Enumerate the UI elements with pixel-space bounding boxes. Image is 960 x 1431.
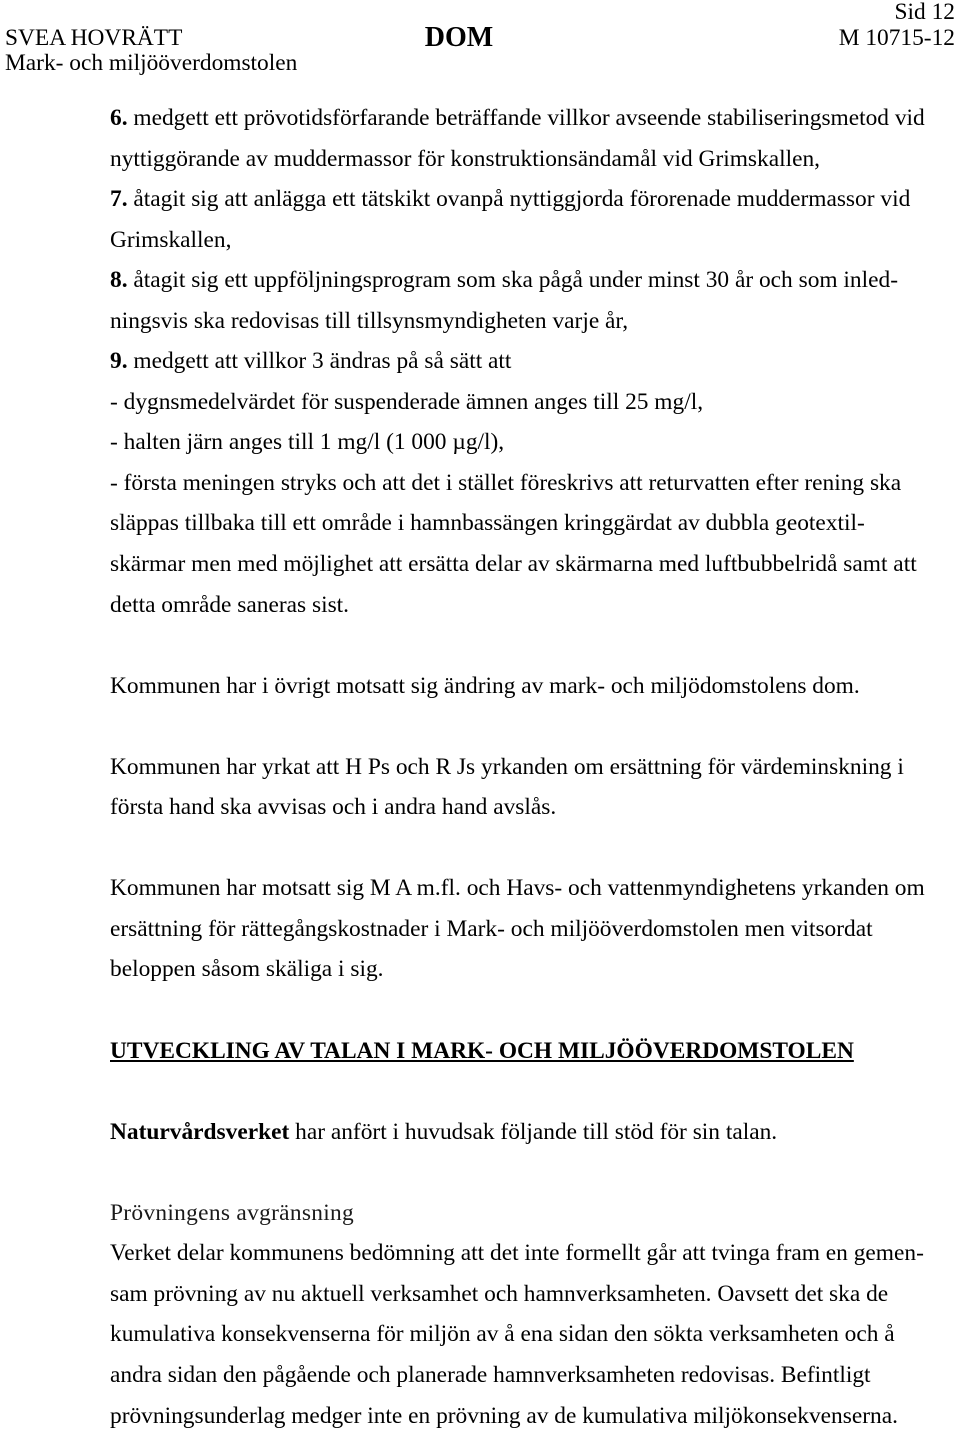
court-division: Mark- och miljööverdomstolen bbox=[5, 50, 298, 76]
subsection-heading: Prövningens avgränsning bbox=[110, 1199, 355, 1226]
paragraph-line: Verket delar kommunens bedömning att det inte formellt går att tvinga fram en gemen- bbox=[110, 1240, 924, 1267]
list-item-number: 9. bbox=[110, 348, 128, 375]
list-item-line: ningsvis ska redovisas till tillsynsmyndigheten varje år, bbox=[110, 307, 629, 334]
paragraph-spacer bbox=[110, 996, 950, 1024]
court-name: SVEA HOVRÄTT bbox=[5, 25, 183, 51]
document-type: DOM bbox=[424, 22, 494, 53]
list-item-line: Grimskallen, bbox=[110, 226, 232, 253]
page-number: Sid 12 bbox=[894, 0, 955, 25]
paragraph-line: beloppen såsom skäliga i sig. bbox=[110, 956, 384, 983]
paragraph-line: Kommunen har motsatt sig M A m.fl. och Havs- och vattenmyndighetens yrkanden om bbox=[110, 875, 925, 902]
section-heading: UTVECKLING AV TALAN I MARK- OCH MILJÖÖVERDOMSTOLEN bbox=[110, 1037, 854, 1064]
list-item-first-line bbox=[110, 347, 950, 375]
paragraph-spacer bbox=[110, 1158, 950, 1186]
section-intro bbox=[110, 1118, 950, 1146]
paragraph-spacer bbox=[110, 834, 950, 862]
list-item-line: - första meningen stryks och att det i stället föreskrivs att returvatten efter rening ska bbox=[110, 469, 902, 496]
list-item-text: medgett att villkor 3 ändras på så sätt att bbox=[133, 348, 512, 375]
paragraph-line: Kommunen har i övrigt motsatt sig ändring av mark- och miljödomstolens dom. bbox=[110, 672, 860, 699]
list-item-line: - dygnsmedelvärdet för suspenderade ämnen anges till 25 mg/l, bbox=[110, 388, 704, 415]
intro-party: Naturvårdsverket bbox=[110, 1118, 290, 1145]
list-item-text: medgett ett prövotidsförfarande beträffande villkor avseende stabiliseringsmetod vid bbox=[133, 105, 925, 131]
list-item-line: nyttiggörande av muddermassor för konstruktionsändamål vid Grimskallen, bbox=[110, 145, 821, 172]
paragraph-line: Kommunen har yrkat att H Ps och R Js yrkanden om ersättning för värdeminskning i bbox=[110, 753, 904, 780]
list-item-line: detta område saneras sist. bbox=[110, 591, 350, 618]
paragraph-line: ersättning för rättegångskostnader i Mark- och miljööverdomstolen men vitsordat bbox=[110, 915, 873, 942]
document-body bbox=[110, 104, 950, 1430]
list-item-line: skärmar men med möjlighet att ersätta delar av skärmarna med luftbubbelridå samt att bbox=[110, 551, 917, 578]
list-item-first-line bbox=[110, 185, 950, 213]
list-item-first-line bbox=[110, 104, 950, 132]
paragraph-line: andra sidan den pågående och planerade hamnverksamheten redovisas. Befintligt bbox=[110, 1361, 871, 1388]
list-item-9 bbox=[110, 347, 950, 618]
paragraph-line: prövningsunderlag medger inte en prövning av de kumulativa miljökonsekvenserna. bbox=[110, 1402, 898, 1429]
list-item-text: åtagit sig ett uppföljningsprogram som ska pågå under minst 30 år och som inled- bbox=[133, 267, 898, 294]
paragraph-spacer bbox=[110, 1077, 950, 1105]
subsection bbox=[110, 1199, 950, 1430]
list-item-text: åtagit sig att anlägga ett tätskikt ovanpå nyttiggjorda förorenade muddermassor vid bbox=[133, 186, 911, 213]
numbered-list bbox=[110, 104, 950, 619]
list-item-8 bbox=[110, 266, 950, 335]
list-item-7 bbox=[110, 185, 950, 254]
list-item-number: 7. bbox=[110, 186, 128, 213]
case-number: M 10715-12 bbox=[838, 25, 955, 51]
intro-text: har anfört i huvudsak följande till stöd för sin talan. bbox=[295, 1118, 778, 1145]
list-item-line: släppas tillbaka till ett område i hamnbassängen kringgärdat av dubbla geotextil- bbox=[110, 510, 865, 537]
paragraph-line: kumulativa konsekvenserna för miljön av å ena sidan den sökta verksamheten och å bbox=[110, 1321, 895, 1348]
paragraph-spacer bbox=[110, 631, 950, 659]
paragraph bbox=[110, 874, 950, 983]
paragraph-spacer bbox=[110, 712, 950, 740]
list-item-line: - halten järn anges till 1 mg/l (1 000 µg/l), bbox=[110, 429, 505, 456]
paragraph bbox=[110, 672, 950, 700]
list-item-number: 6. bbox=[110, 105, 128, 131]
list-item-6 bbox=[110, 104, 950, 173]
paragraph bbox=[110, 753, 950, 822]
paragraph-line: sam prövning av nu aktuell verksamhet och hamnverksamheten. Oavsett det ska de bbox=[110, 1280, 889, 1307]
list-item-number: 8. bbox=[110, 267, 128, 294]
list-item-first-line bbox=[110, 266, 950, 294]
paragraph-line: första hand ska avvisas och i andra hand avslås. bbox=[110, 794, 557, 821]
